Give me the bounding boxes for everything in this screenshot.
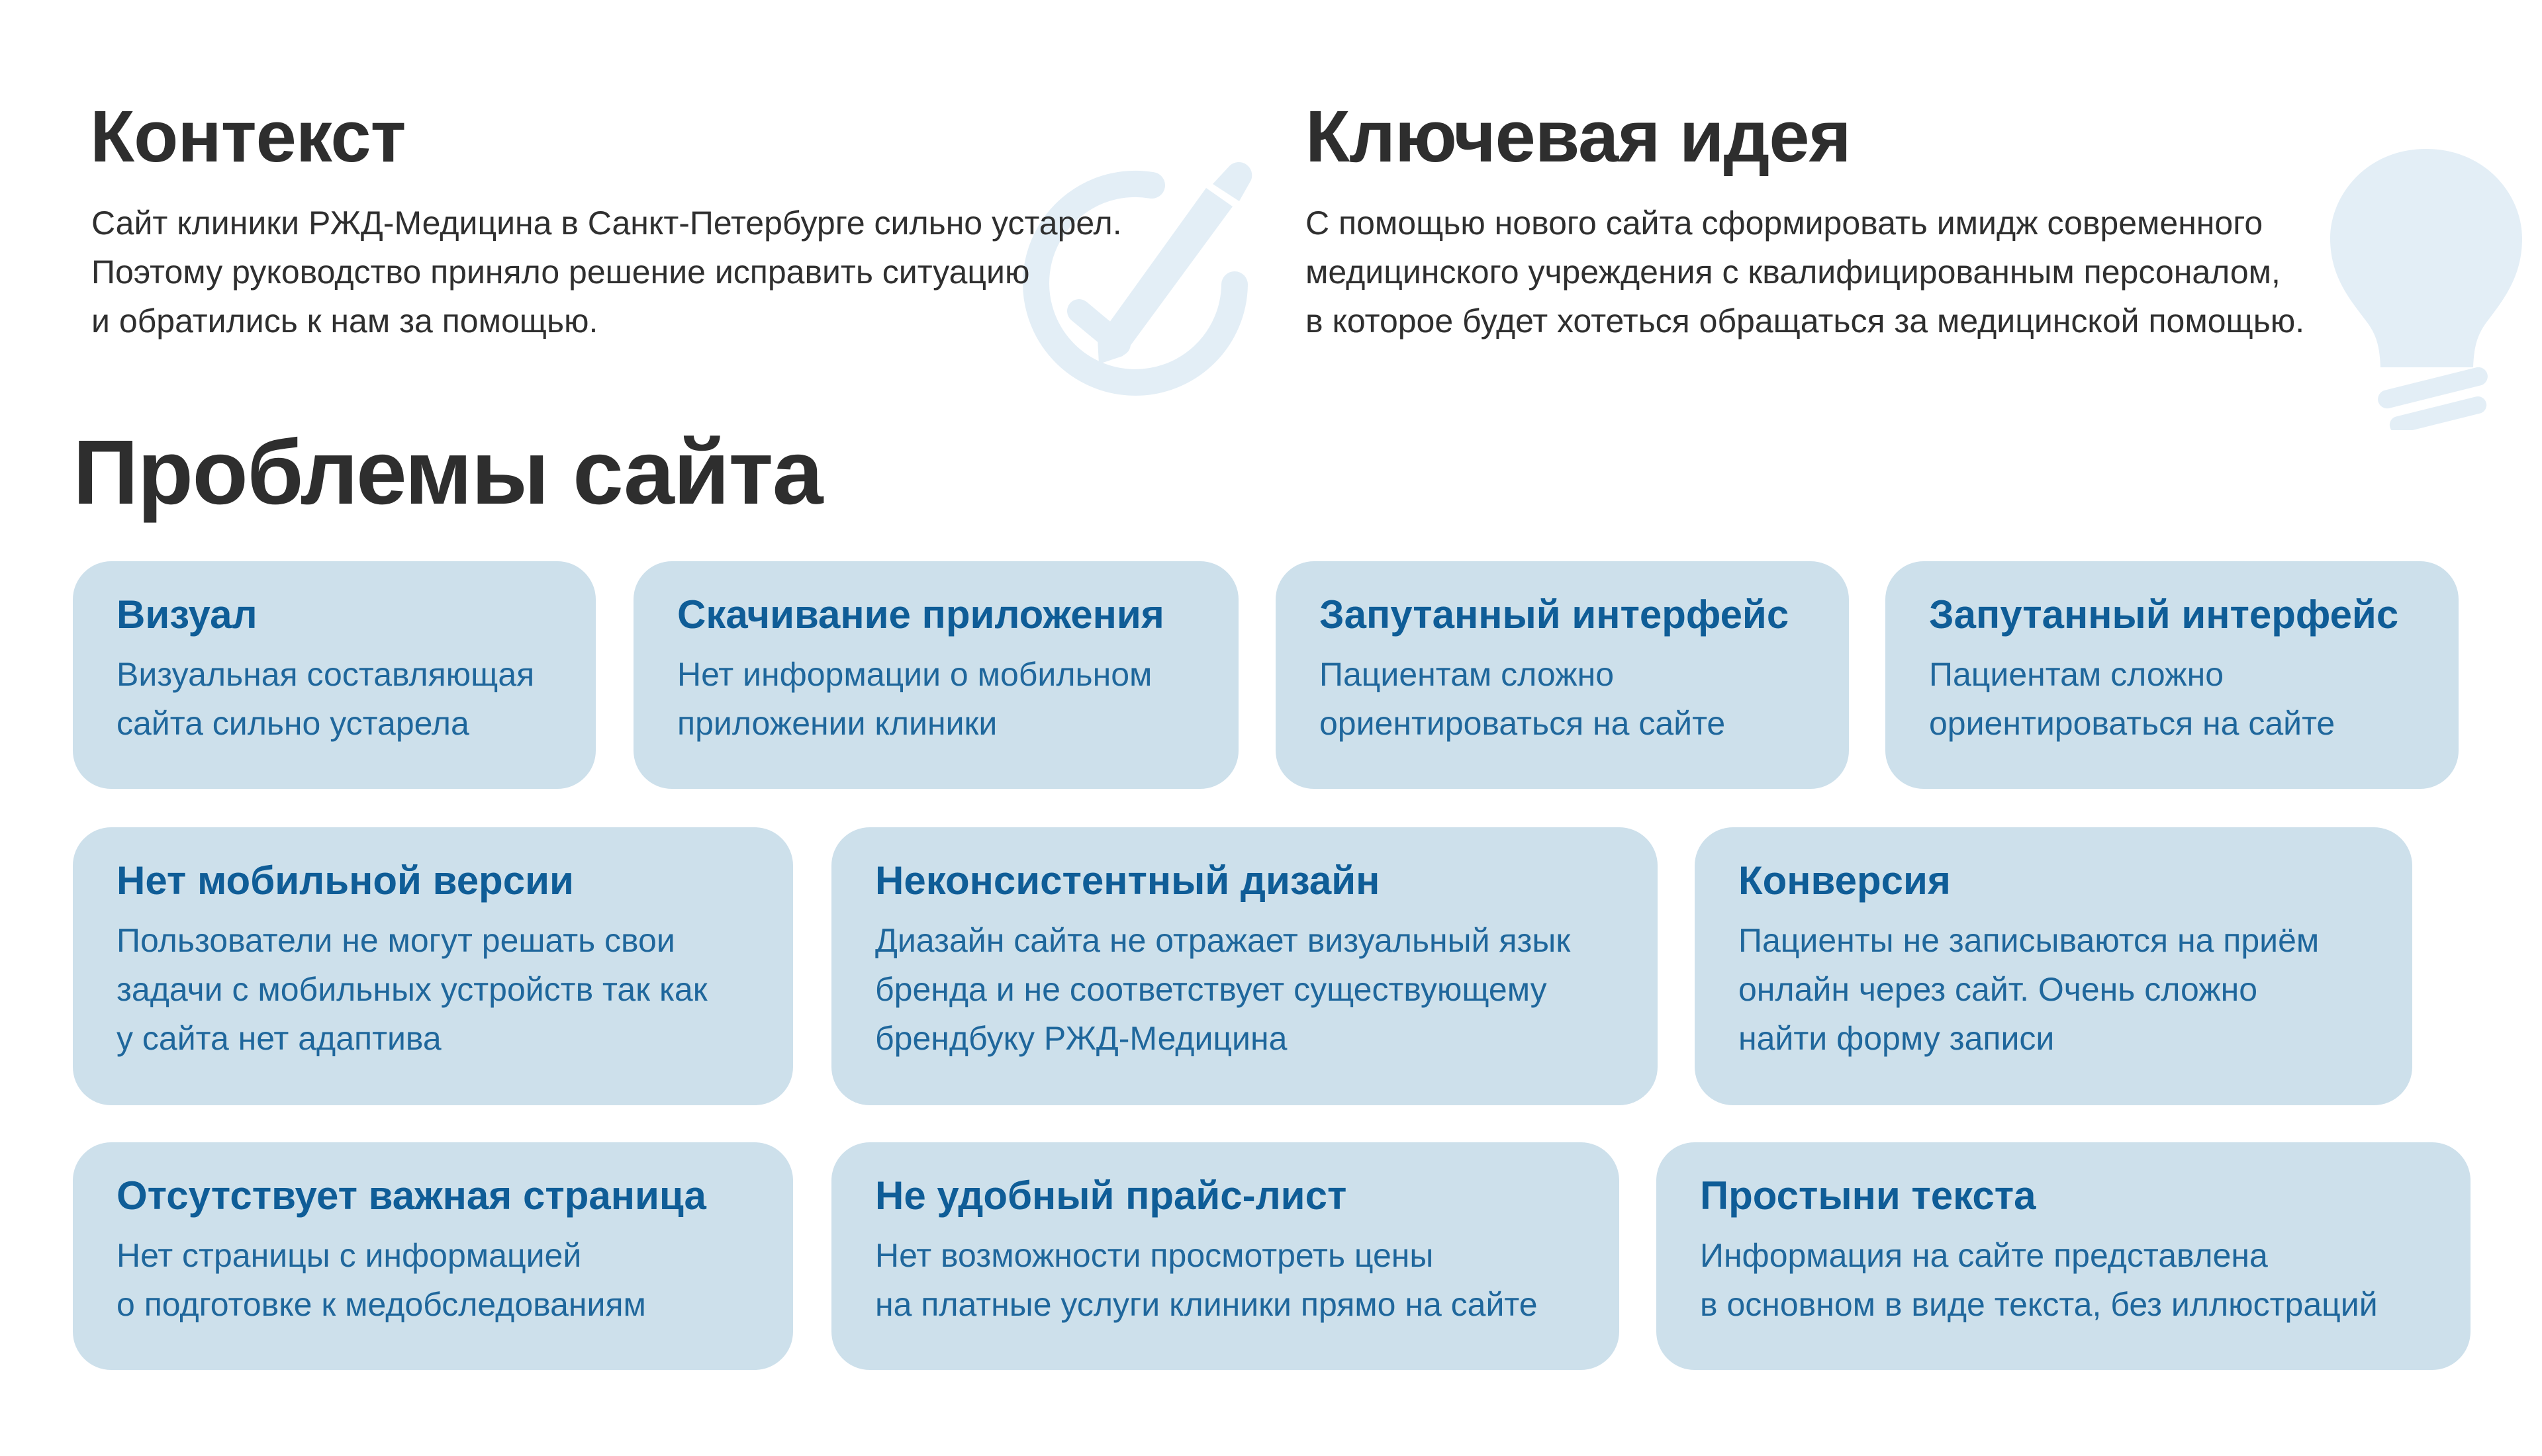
problem-card-visual xyxy=(73,561,596,789)
problem-card-title: Запутанный интерфейс xyxy=(1929,592,2399,637)
problem-card-text xyxy=(1929,650,2459,748)
problem-card-line: на платные услуги клиники прямо на сайте xyxy=(875,1286,1538,1323)
context-title: Контекст xyxy=(90,96,406,177)
problem-card-title: Запутанный интерфейс xyxy=(1319,592,1789,637)
problem-card-title: Не удобный прайс-лист xyxy=(875,1173,1347,1218)
problem-card-line: найти форму записи xyxy=(1738,1020,2055,1057)
problem-card-line: о подготовке к медобследованиям xyxy=(117,1286,646,1323)
idea-line: медицинского учреждения с квалифицированным персоналом, xyxy=(1305,253,2281,291)
problem-card-text xyxy=(1700,1231,2471,1329)
problem-card-interface xyxy=(1885,561,2459,789)
problem-card-text xyxy=(117,1231,793,1329)
problem-card-mobile xyxy=(73,827,793,1105)
idea-title: Ключевая идея xyxy=(1305,96,1851,177)
problem-card-line: Визуальная составляющая xyxy=(117,656,535,693)
problem-card-line: Диазайн сайта не отражает визуальный язык xyxy=(875,922,1571,959)
lightbulb-icon xyxy=(2310,139,2542,430)
idea-text xyxy=(1305,199,2304,345)
context-line: и обратились к нам за помощью. xyxy=(91,302,598,340)
problem-card-price-list xyxy=(831,1142,1619,1370)
problem-card-line: Пациенты не записываются на приём xyxy=(1738,922,2320,959)
problem-card-line: онлайн через сайт. Очень сложно xyxy=(1738,971,2258,1008)
problem-card-title: Неконсистентный дизайн xyxy=(875,858,1380,903)
problem-card-text xyxy=(875,1231,1619,1329)
problem-card-missing-page xyxy=(73,1142,793,1370)
idea-line: С помощью нового сайта сформировать имидж современного xyxy=(1305,205,2263,242)
problem-card-line: сайта сильно устарела xyxy=(117,705,469,742)
problems-title: Проблемы сайта xyxy=(73,422,822,523)
problem-card-title: Конверсия xyxy=(1738,858,1951,903)
problem-card-text xyxy=(117,650,596,748)
problem-card-title: Отсутствует важная страница xyxy=(117,1173,706,1218)
problem-card-interface xyxy=(1276,561,1849,789)
problem-card-text xyxy=(1738,916,2412,1063)
problem-card-line: Нет возможности просмотреть цены xyxy=(875,1237,1434,1274)
problem-card-line: Информация на сайте представлена xyxy=(1700,1237,2268,1274)
problem-card-text xyxy=(1319,650,1849,748)
idea-line: в которое будет хотеться обращаться за медицинской помощью. xyxy=(1305,302,2305,340)
problem-card-line: Пользователи не могут решать свои xyxy=(117,922,675,959)
problem-card-line: Нет страницы с информацией xyxy=(117,1237,582,1274)
problem-card-text xyxy=(117,916,793,1063)
context-text xyxy=(91,199,1122,345)
problem-card-line: бренда и не соответствует существующему xyxy=(875,971,1547,1008)
problem-card-line: Пациентам сложно xyxy=(1319,656,1614,693)
problem-card-title: Скачивание приложения xyxy=(677,592,1164,637)
problem-card-line: Нет информации о мобильном xyxy=(677,656,1153,693)
problem-card-line: задачи с мобильных устройств так как xyxy=(117,971,708,1008)
problem-card-line: приложении клиники xyxy=(677,705,998,742)
problem-card-title: Визуал xyxy=(117,592,258,637)
problem-card-title: Нет мобильной версии xyxy=(117,858,574,903)
problem-card-line: ориентироваться на сайте xyxy=(1319,705,1726,742)
problem-card-text-walls xyxy=(1656,1142,2471,1370)
problem-card-text xyxy=(875,916,1658,1063)
context-line: Поэтому руководство приняло решение исправить ситуацию xyxy=(91,253,1030,291)
problem-card-text xyxy=(677,650,1239,748)
problem-card-line: в основном в виде текста, без иллюстраций xyxy=(1700,1286,2378,1323)
problem-card-line: ориентироваться на сайте xyxy=(1929,705,2335,742)
problem-card-line: у сайта нет адаптива xyxy=(117,1020,442,1057)
problem-card-line: брендбуку РЖД-Медицина xyxy=(875,1020,1288,1057)
problem-card-title: Простыни текста xyxy=(1700,1173,2036,1218)
problem-card-line: Пациентам сложно xyxy=(1929,656,2224,693)
problem-card-app-download xyxy=(634,561,1239,789)
problem-card-conversion xyxy=(1695,827,2412,1105)
context-line: Сайт клиники РЖД-Медицина в Санкт-Петербурге сильно устарел. xyxy=(91,205,1122,242)
problem-card-design xyxy=(831,827,1658,1105)
